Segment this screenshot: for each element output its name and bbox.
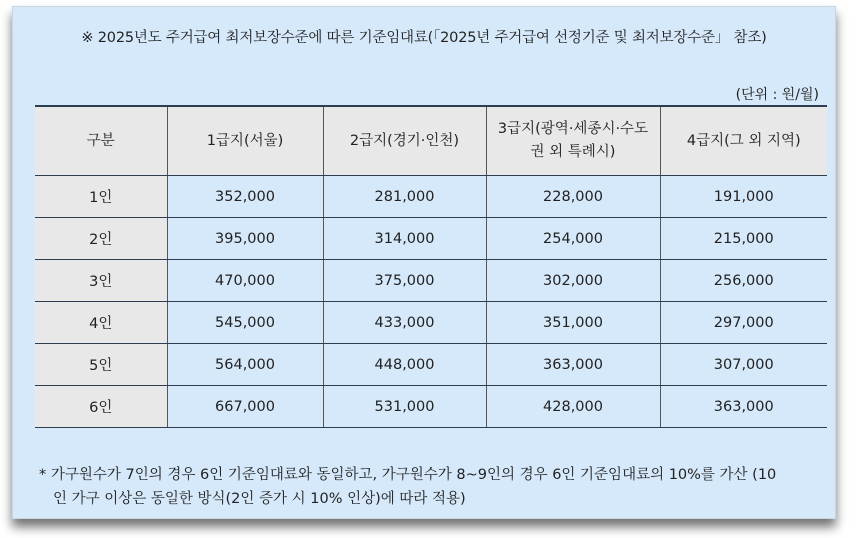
row-household-size: 6인 — [35, 386, 167, 428]
header-zone-1: 1급지(서울) — [167, 106, 323, 176]
cell-zone-1: 470,000 — [167, 260, 323, 302]
cell-zone-4: 191,000 — [660, 176, 827, 218]
row-household-size: 4인 — [35, 302, 167, 344]
cell-zone-3: 254,000 — [486, 218, 660, 260]
rent-table — [35, 105, 827, 428]
cell-zone-4: 363,000 — [660, 386, 827, 428]
header-zone-4: 4급지(그 외 지역) — [660, 106, 827, 176]
cell-zone-2: 281,000 — [323, 176, 486, 218]
cell-zone-2: 314,000 — [323, 218, 486, 260]
footnote-line-2: 인 가구 이상은 동일한 방식(2인 증가 시 10% 인상)에 따라 적용) — [53, 491, 466, 507]
cell-zone-3: 363,000 — [486, 344, 660, 386]
cell-zone-1: 545,000 — [167, 302, 323, 344]
table-header-row — [35, 106, 827, 176]
document-title: ※ 2025년도 주거급여 최저보장수준에 따른 기준임대료(「2025년 주거급여 선정기준 및 최저보장수준」 참조) — [81, 30, 767, 46]
cell-zone-2: 433,000 — [323, 302, 486, 344]
header-zone-3-line2: 권 외 특례시) — [530, 144, 616, 160]
header-zone-3-line1: 3급지(광역·세종시·수도 — [497, 121, 649, 137]
cell-zone-1: 667,000 — [167, 386, 323, 428]
footnote-line-1: * 가구원수가 7인의 경우 6인 기준임대료와 동일하고, 가구원수가 8~9인의 경우 6인 기준임대료의 10%를 가산 (10 — [39, 467, 777, 483]
cell-zone-1: 352,000 — [167, 176, 323, 218]
cell-zone-3: 228,000 — [486, 176, 660, 218]
row-household-size: 3인 — [35, 260, 167, 302]
cell-zone-4: 307,000 — [660, 344, 827, 386]
cell-zone-3: 302,000 — [486, 260, 660, 302]
row-household-size: 5인 — [35, 344, 167, 386]
cell-zone-2: 448,000 — [323, 344, 486, 386]
footnote — [39, 463, 819, 511]
table-row — [35, 218, 827, 260]
table-row — [35, 176, 827, 218]
cell-zone-2: 531,000 — [323, 386, 486, 428]
cell-zone-2: 375,000 — [323, 260, 486, 302]
rent-info-card — [12, 6, 836, 519]
cell-zone-4: 297,000 — [660, 302, 827, 344]
cell-zone-3: 428,000 — [486, 386, 660, 428]
table-row — [35, 344, 827, 386]
table-row — [35, 260, 827, 302]
cell-zone-4: 215,000 — [660, 218, 827, 260]
cell-zone-1: 564,000 — [167, 344, 323, 386]
header-zone-3 — [486, 106, 660, 176]
row-household-size: 2인 — [35, 218, 167, 260]
table-row — [35, 302, 827, 344]
cell-zone-4: 256,000 — [660, 260, 827, 302]
table-row — [35, 386, 827, 428]
unit-label: (단위 : 원/월) — [735, 87, 819, 103]
header-category: 구분 — [35, 106, 167, 176]
cell-zone-1: 395,000 — [167, 218, 323, 260]
header-zone-2: 2급지(경기·인천) — [323, 106, 486, 176]
cell-zone-3: 351,000 — [486, 302, 660, 344]
row-household-size: 1인 — [35, 176, 167, 218]
